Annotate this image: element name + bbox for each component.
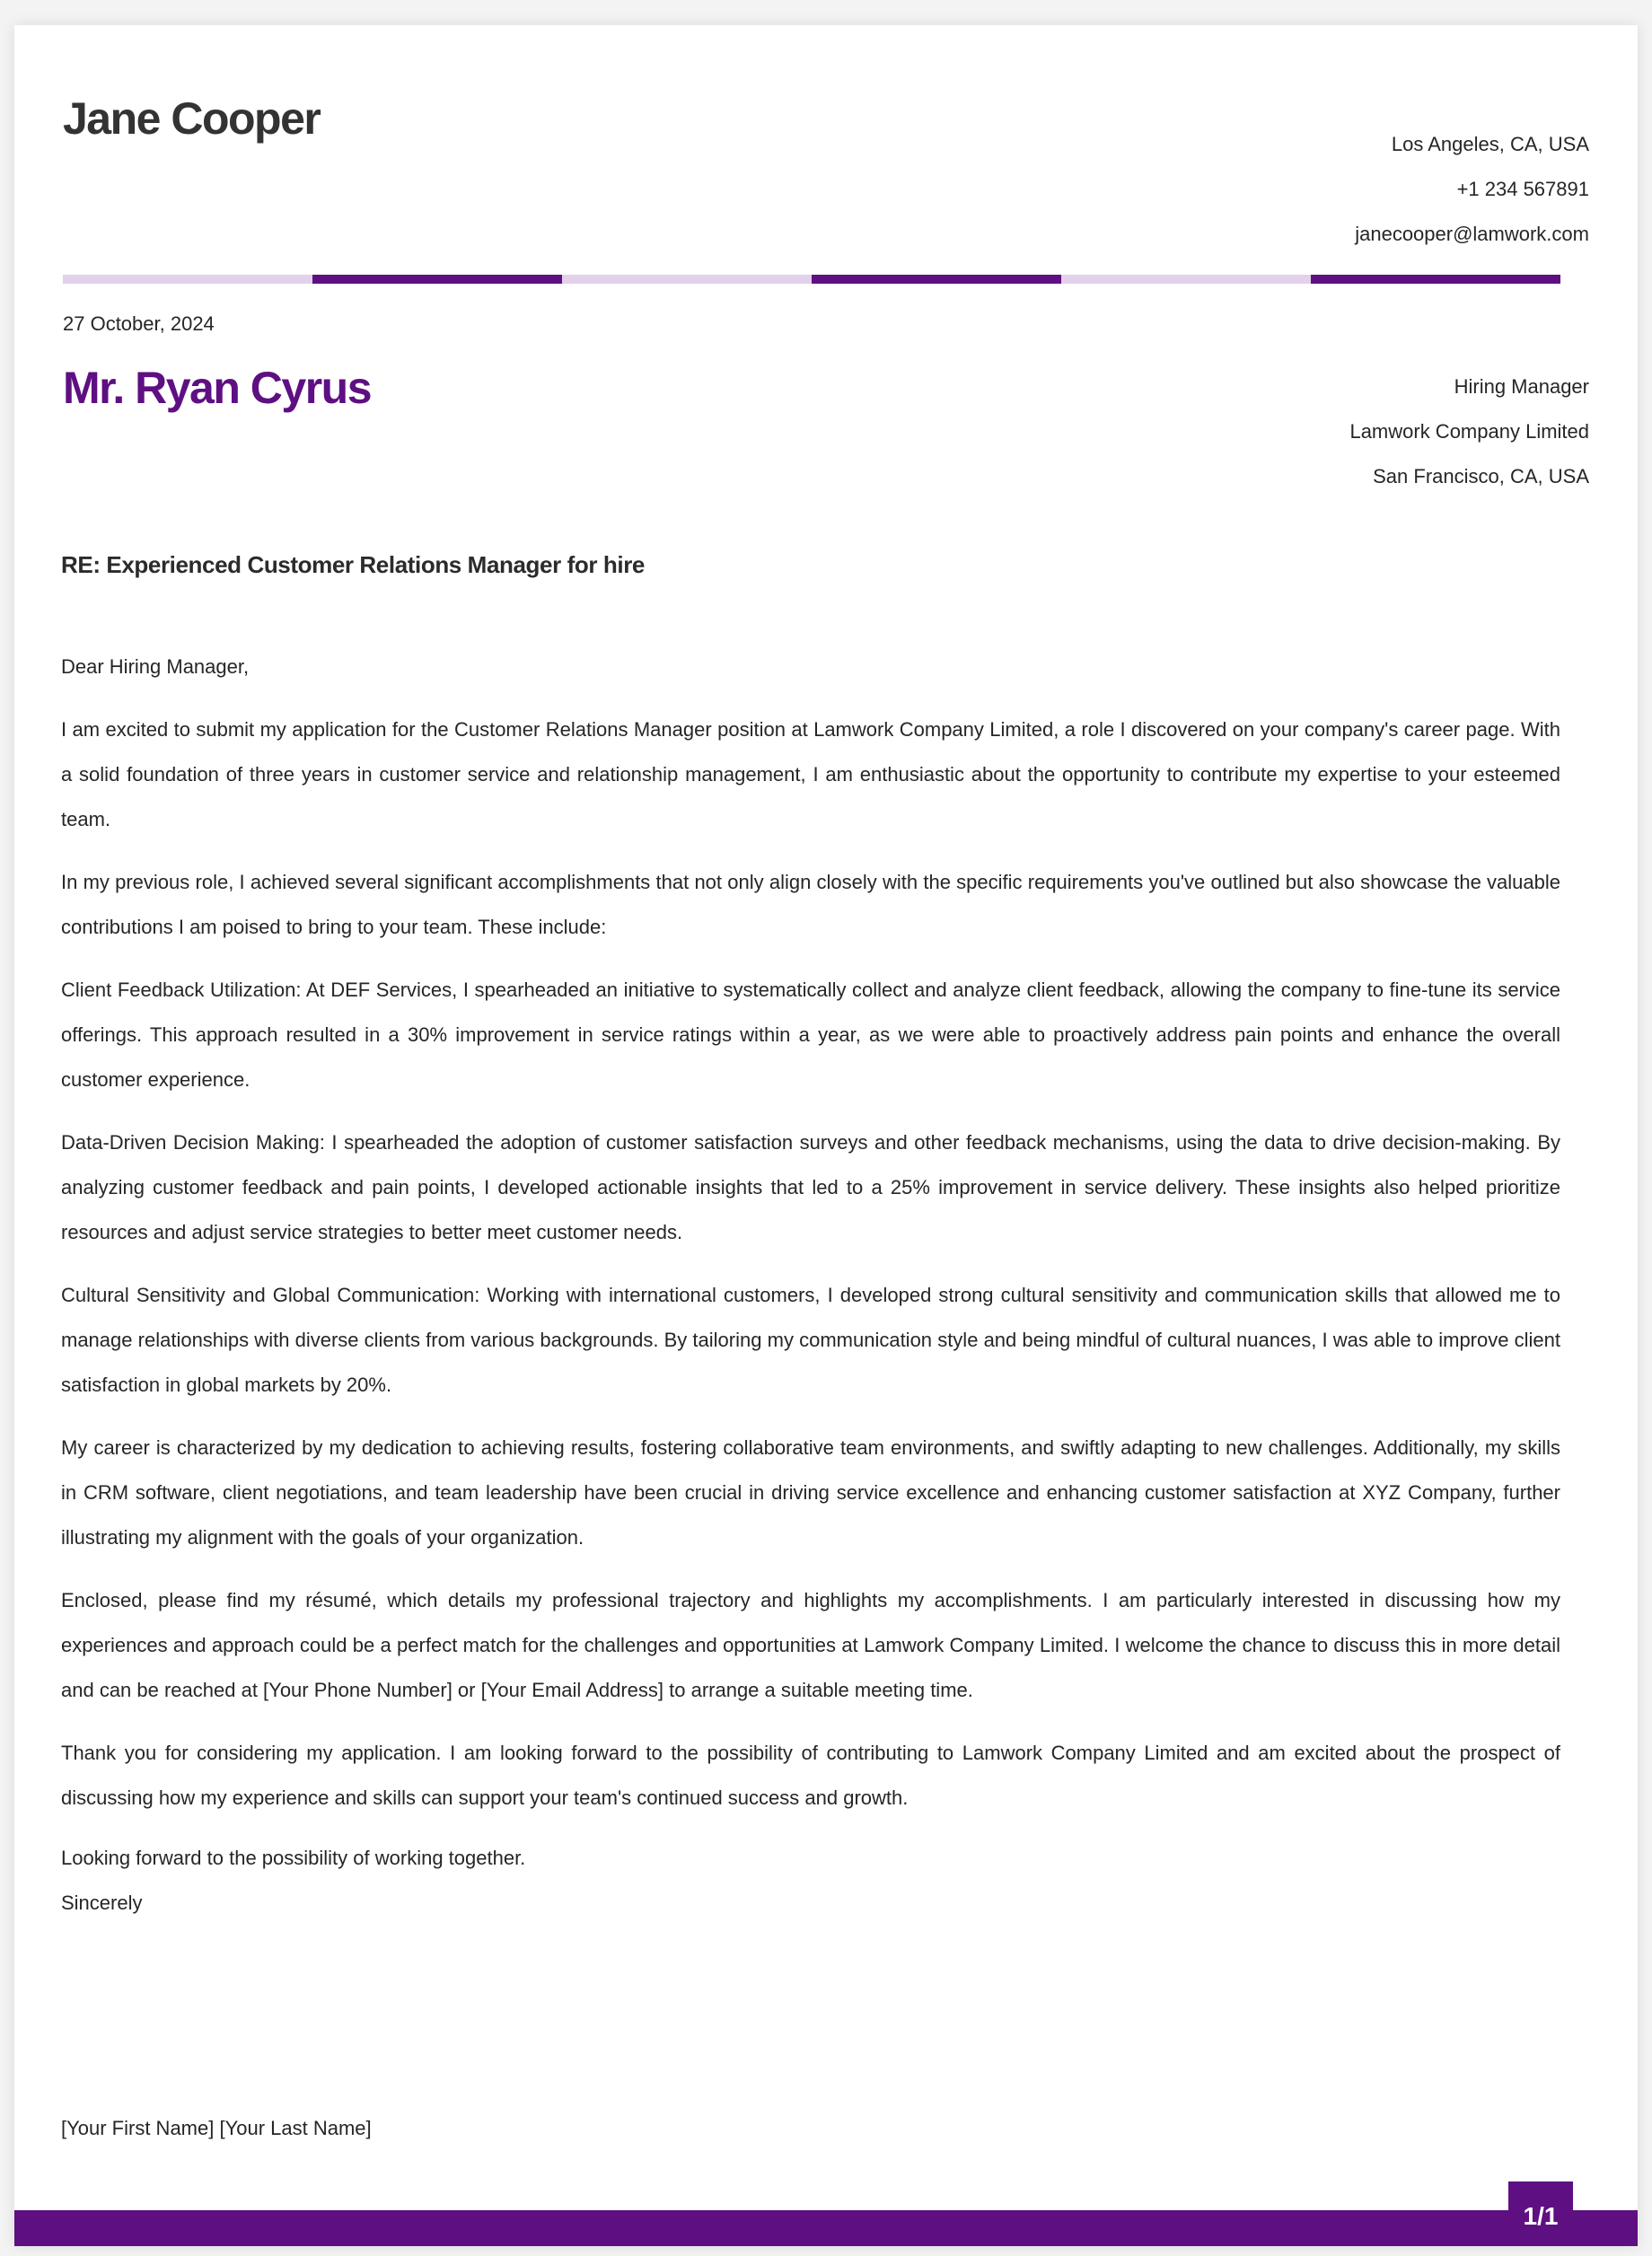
salutation: Dear Hiring Manager, [61, 655, 250, 678]
header-divider-stripe [63, 275, 1560, 284]
body-paragraph: Thank you for considering my application. I am looking forward to the possibility of contributing to Lamwork Company Limited and am excited about the prospect of discussing how my experience and skills can support your team's continued success and growth. [61, 1742, 1560, 1809]
stripe-segment [812, 275, 1061, 284]
stripe-segment [1311, 275, 1560, 284]
stripe-segment [312, 275, 562, 284]
recipient-title: Hiring Manager [1454, 375, 1589, 398]
letter-body [61, 645, 1560, 1839]
stripe-segment [562, 275, 812, 284]
recipient-company: Lamwork Company Limited [1349, 420, 1589, 443]
footer-bar [14, 2210, 1638, 2246]
body-paragraph: My career is characterized by my dedication to achieving results, fostering collaborative team environments, and swiftly adapting to new challenges. Additionally, my skills in CRM software, client negotiations, and team leadership have been crucial in driving service excellence and enhancing customer satisfaction at XYZ Company, further illustrating my alignment with the goals of your organization. [61, 1436, 1560, 1549]
sender-name: Jane Cooper [63, 93, 321, 144]
sender-email: janecooper@lamwork.com [1355, 223, 1589, 245]
body-paragraph: Cultural Sensitivity and Global Communication: Working with international customers, I developed strong cultural sensitivity and communication skills that allowed me to manage relationships with diverse clients from various backgrounds. By tailoring my communication style and being mindful of cultural nuances, I was able to improve client satisfaction in global markets by 20%. [61, 1284, 1560, 1396]
sender-contact [1355, 122, 1589, 257]
recipient-name: Mr. Ryan Cyrus [63, 363, 372, 413]
recipient-location: San Francisco, CA, USA [1373, 465, 1589, 487]
recipient-contact [1349, 364, 1589, 499]
signature-name: [Your First Name] [Your Last Name] [61, 2117, 372, 2139]
body-paragraph: Enclosed, please find my résumé, which details my professional trajectory and highlights my accomplishments. I am particularly interested in discussing how my experiences and approach could be a perfect match for the challenges and opportunities at Lamwork Company Limited. I welcome the chance to discuss this in more detail and can be reached at [Your Phone Number] or [Your Email Address] to arrange a suitable meeting time. [61, 1589, 1560, 1701]
page-number-badge: 1/1 [1508, 2181, 1573, 2246]
closing-signoff: Sincerely [61, 1892, 143, 1914]
stripe-segment [63, 275, 312, 284]
sender-location: Los Angeles, CA, USA [1391, 133, 1589, 155]
body-paragraph: Client Feedback Utilization: At DEF Services, I spearheaded an initiative to systematically collect and analyze client feedback, allowing the company to fine-tune its service offerings. This approach resulted in a 30% improvement in service ratings within a year, as we were able to proactively address pain points and enhance the overall customer experience. [61, 979, 1560, 1091]
body-paragraph: Data-Driven Decision Making: I spearheaded the adoption of customer satisfaction surveys and other feedback mechanisms, using the data to drive decision-making. By analyzing customer feedback and pain points, I developed actionable insights that led to a 25% improvement in service delivery. These insights also helped prioritize resources and adjust service strategies to better meet customer needs. [61, 1131, 1560, 1243]
letter-subject: RE: Experienced Customer Relations Manager for hire [61, 551, 645, 578]
body-paragraph: In my previous role, I achieved several significant accomplishments that not only align closely with the specific requirements you've outlined but also showcase the valuable contributions I am poised to bring to your team. These include: [61, 871, 1560, 938]
closing-line: Looking forward to the possibility of working together. [61, 1847, 526, 1869]
letter-date: 27 October, 2024 [63, 312, 215, 335]
sender-phone: +1 234 567891 [1456, 178, 1589, 200]
stripe-segment [1061, 275, 1311, 284]
body-paragraph: I am excited to submit my application for the Customer Relations Manager position at Lamwork Company Limited, a role I discovered on your company's career page. With a solid foundation of three years in customer service and relationship management, I am enthusiastic about the opportunity to contribute my expertise to your esteemed team. [61, 718, 1560, 830]
closing-block [61, 1836, 525, 1926]
